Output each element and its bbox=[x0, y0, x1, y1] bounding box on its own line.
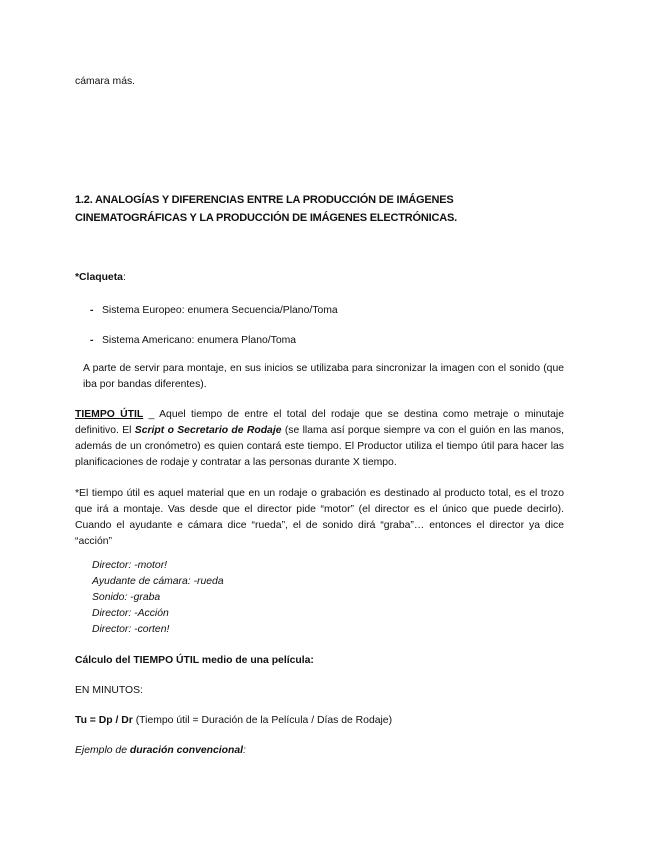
formula-rest: (Tiempo útil = Duración de la Película / Días de Rodaje) bbox=[132, 715, 393, 726]
claqueta-label bbox=[75, 270, 564, 286]
bullet-dash: - bbox=[90, 305, 94, 316]
claqueta-term: Claqueta bbox=[79, 272, 123, 283]
en-minutos: EN MINUTOS: bbox=[75, 685, 143, 696]
calculo-prefix: Cálculo del bbox=[75, 655, 134, 666]
dialogue-line: Ayudante de cámara: -rueda bbox=[92, 576, 224, 587]
bullet-dash: - bbox=[90, 335, 94, 346]
formula bbox=[75, 713, 564, 729]
dialogue-line: Director: -Acción bbox=[92, 608, 169, 619]
tiempo-util-term: TIEMPO ÚTIL bbox=[75, 409, 144, 420]
montaje-paragraph: A parte de servir para montaje, en sus inicios se utilizaba para sincronizar la imagen con el sonido (que iba por bandas diferentes). bbox=[83, 363, 564, 391]
tiempo-util-sep: _ bbox=[143, 409, 160, 420]
claqueta-star: * bbox=[75, 272, 80, 283]
tiempo-util-text2: (se llama así porque siempre va con el guión en las manos, además de un cronómetro) es quien contará este tiempo. El Productor utiliza el tiempo útil para hacer las planificaciones de rodaje y contratar a las personas durante X tiempo. bbox=[75, 425, 565, 469]
calculo-term: TIEMPO ÚTIL bbox=[133, 655, 199, 666]
ejemplo-line bbox=[75, 743, 564, 759]
bullet-text: Sistema Europeo: enumera Secuencia/Plano/Toma bbox=[102, 305, 338, 316]
tiempo-util-paragraph bbox=[75, 407, 564, 472]
calculo-suffix: medio de una película: bbox=[198, 655, 314, 666]
ejemplo-suffix: : bbox=[243, 745, 246, 756]
dialogue-line: Sonido: -graba bbox=[92, 592, 161, 603]
bullet-item bbox=[90, 303, 338, 319]
script-term: Script o Secretario de Rodaje bbox=[134, 425, 282, 437]
claqueta-colon: : bbox=[122, 272, 126, 283]
top-fragment: cámara más. bbox=[75, 76, 136, 87]
ejemplo-prefix: Ejemplo de bbox=[75, 745, 130, 756]
bullet-text: Sistema Americano: enumera Plano/Toma bbox=[102, 335, 297, 346]
dialogue-line: Director: -corten! bbox=[92, 624, 170, 635]
section-heading: 1.2. ANALOGÍAS Y DIFERENCIAS ENTRE LA PRODUCCIÓN DE IMÁGENES CINEMATOGRÁFICAS Y LA PRODUCCIÓN DE IMÁGENES ELECTRÓNICAS. bbox=[75, 194, 457, 224]
nota-paragraph: *El tiempo útil es aquel material que en un rodaje o grabación es destinado al producto total, es el trozo que irá a montaje. Vas desde que el director pide “motor” (el director es el único que puede decirlo). Cuando el ayudante e cámara dice “rueda”, el de sonido dirá “graba”… entonces el director ya dice “acción” bbox=[75, 488, 564, 548]
formula-bold: Tu = Dp / Dr bbox=[75, 715, 133, 726]
dialogue-line: Director: -motor! bbox=[92, 560, 168, 571]
ejemplo-term: duración convencional bbox=[129, 745, 244, 756]
tiempo-util-text1: Aquel tiempo de entre el total del rodaje que se destina como metraje o minutaje definitivo. El bbox=[75, 409, 565, 437]
bullet-item bbox=[90, 333, 296, 349]
calculo-heading bbox=[75, 653, 564, 669]
